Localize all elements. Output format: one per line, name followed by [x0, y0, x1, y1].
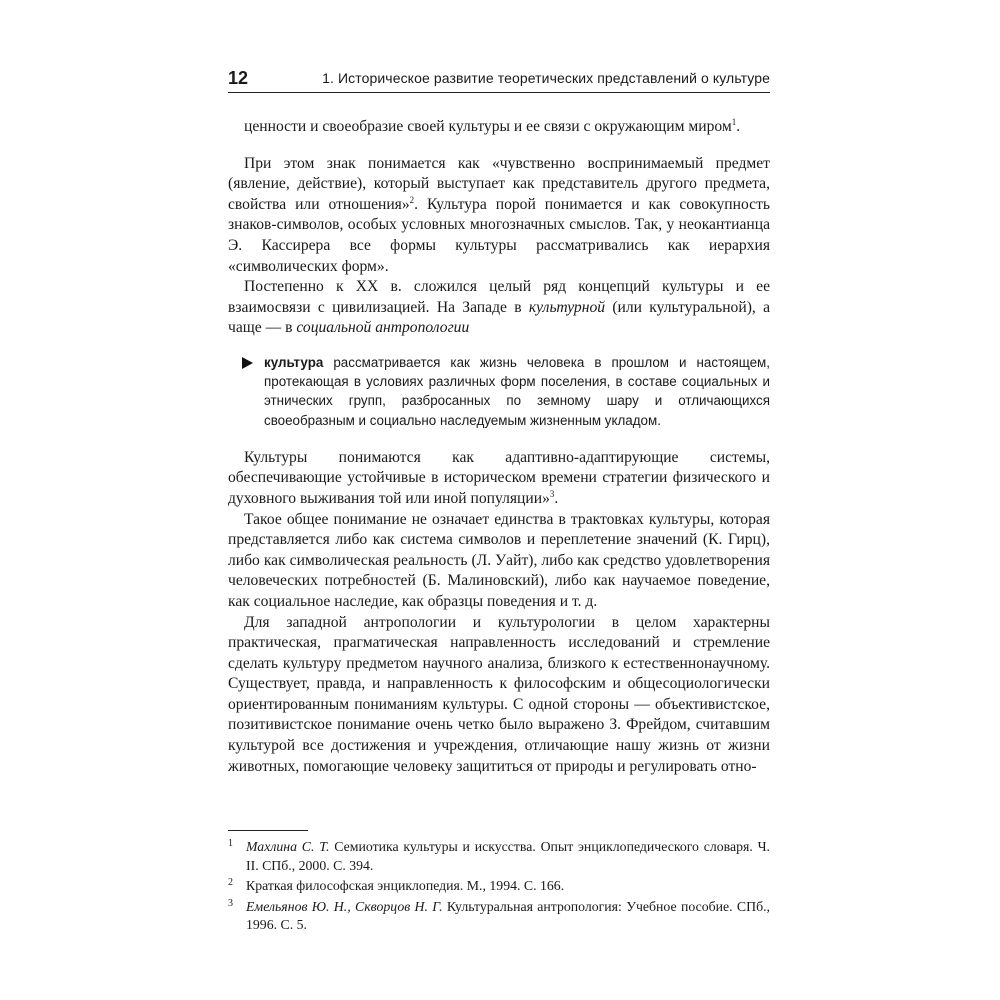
arrow-right-icon: [242, 357, 253, 369]
page-number: 12: [228, 68, 249, 88]
footnote-ref-3: 3: [549, 488, 555, 499]
definition-term: культура: [264, 354, 324, 370]
footnote-author: Махлина С. Т.: [246, 839, 330, 854]
footnotes: [228, 838, 770, 937]
definition-block: [228, 353, 770, 430]
main-text: [228, 117, 770, 777]
paragraph-concepts: [228, 277, 770, 339]
footnote-3: [228, 898, 770, 935]
paragraph-continued-quote: [228, 117, 770, 138]
paragraph-text: Культуры понимаются как адаптивно-адаптирующие системы, обеспечивающие устойчивые в историческом времени стратегии физического и духовного выживания той или иной популяции»: [228, 448, 770, 507]
paragraph-adaptive-systems: [228, 448, 770, 510]
footnote-ref-2: 2: [409, 194, 415, 205]
footnote-ref-1: 1: [731, 116, 737, 127]
paragraph-text: .: [554, 489, 559, 507]
paragraph-western-anthropology: Для западной антропологии и культурологии в целом характерны практическая, прагматическая направленность исследований и стремление сделать культуру предметом научного анализа, близкого к естественнонаучному. Существует, правда, и направленность к философским и общесоциологически ориентированным пониманиям культуры. С одной стороны — объективистское, позитивистское понимание очень четко было выражено З. Фрейдом, считавшим культурой все достижения и учреждения, отличающие нашу жизнь от жизни животных, помогающие человеку защититься от природы и регулировать отно-: [228, 613, 770, 775]
footnote-number: 2: [228, 877, 233, 889]
definition-text: рассматривается как жизнь человека в прошлом и настоящем, протекающая в условиях различных форм поселения, в составе социальных и этнических групп, разбросанных по земному шару и отличающихся своеобразным и социально наследуемым жизненным укладом.: [264, 354, 770, 428]
italic-term: социальной антропологии: [296, 319, 470, 337]
footnote-author: Емельянов Ю. Н., Скворцов Н. Г.: [246, 898, 443, 914]
paragraph-text: . Культура порой понимается и как совокупность знаков-символов, особых условных многозначных смыслов. Так, у неокантианца Э. Кассирера все формы культуры рассматривались как иерархия «символических форм».: [228, 195, 770, 275]
footnote-text: Культуральная антропология: Учебное пособие. СПб., 1996. С. 5.: [246, 898, 770, 933]
italic-term: культурной: [528, 298, 606, 316]
footnote-number: 3: [228, 897, 233, 909]
footnote-2: [228, 877, 770, 896]
paragraph-sign-definition: [228, 154, 770, 278]
running-head: 1. Историческое развитие теоретических представлений о культуре: [322, 70, 770, 86]
paragraph-text: ценности и своеобразие своей культуры и ее связи с окружающим миром: [244, 118, 732, 135]
paragraph-text: .: [736, 118, 741, 135]
page-header: [228, 66, 770, 93]
footnote-1: [228, 838, 770, 875]
paragraph-interpretations: Такое общее понимание не означает единства в трактовках культуры, которая представляется либо как система символов и переплетение значений (К. Гирц), либо как символическая реальность (Л. Уайт), либо как средство удовлетворения человеческих потребностей (Б. Малиновский), либо как научаемое поведение, как социальное наследие, как образцы поведения и т. д.: [228, 510, 770, 610]
footnote-number: 1: [228, 838, 233, 849]
footnote-divider: [228, 830, 308, 831]
paragraph-text: Постепенно к XX в. сложился целый ряд концепций культуры и ее взаимосвязи с цивилизацией. На Западе в: [228, 278, 770, 316]
footnote-text: Краткая философская энциклопедия. М., 1994. С. 166.: [246, 878, 565, 894]
footnote-text: Семиотика культуры и искусства. Опыт энциклопедического словаря. Ч. II. СПб., 2000. С. 394.: [246, 839, 770, 873]
paragraph-text: (или культуральной), а чаще — в: [228, 298, 770, 337]
paragraph-text: При этом знак понимается как «чувственно воспринимаемый предмет (явление, действие), который выступает как представитель другого предмета, свойства или отношения»: [228, 154, 770, 213]
